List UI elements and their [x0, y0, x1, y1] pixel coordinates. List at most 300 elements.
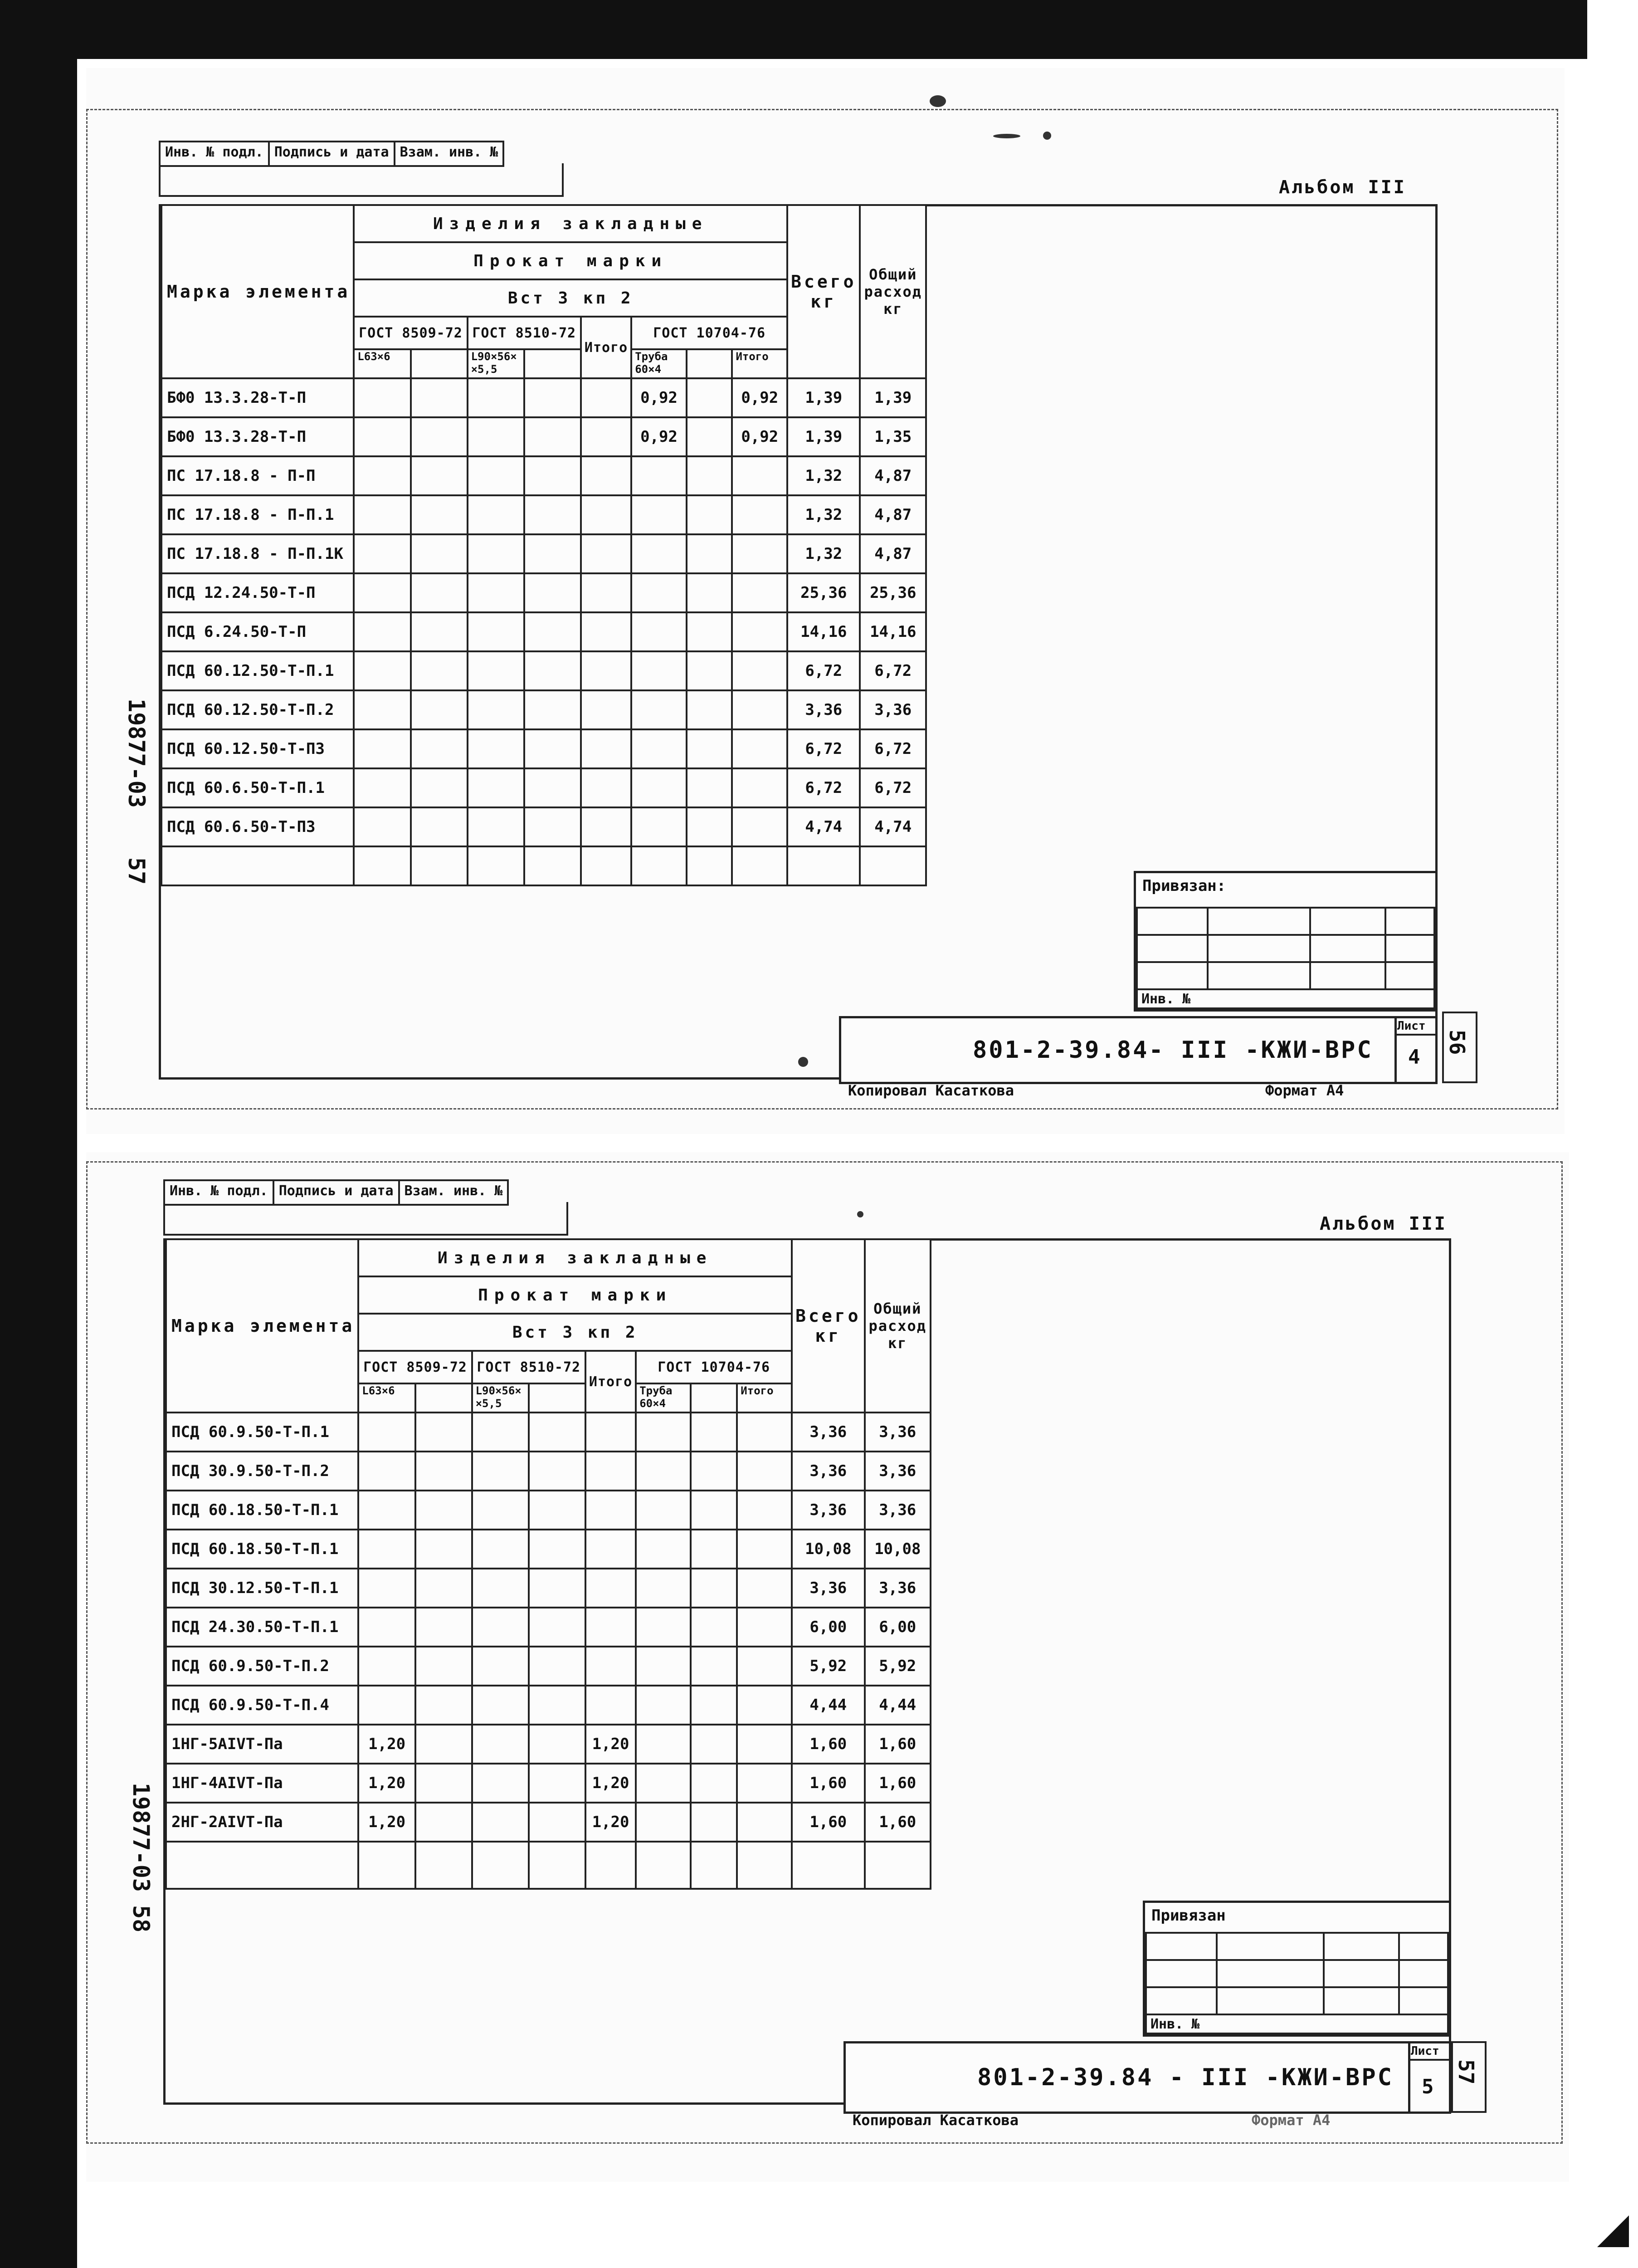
- cell-mark: ПСД 6.24.50-Т-П: [161, 612, 354, 651]
- cell-itogo2: 0,92: [732, 417, 787, 456]
- cell-truba: [631, 807, 687, 846]
- binding-label: Привязан: [1151, 1906, 1226, 1925]
- cell-mark: ПСД 30.9.50-Т-П.2: [166, 1452, 358, 1491]
- table-row: [166, 1491, 931, 1530]
- cell-total: 3,36: [865, 1413, 931, 1452]
- cell-l90: [468, 417, 525, 456]
- cell-l90: [468, 729, 525, 768]
- cell-vsego: 1,39: [787, 378, 860, 417]
- cell-empty: [415, 1608, 472, 1647]
- cell-l63: [358, 1530, 415, 1569]
- cell-mark: БФ0 13.3.28-Т-П: [161, 417, 354, 456]
- scan-corner-mark: [1597, 2215, 1629, 2247]
- cell-empty: [524, 534, 580, 573]
- table-row: [166, 1725, 931, 1764]
- col-vsego: [792, 1239, 864, 1413]
- cell-l90: [468, 651, 525, 690]
- cell-total: 6,72: [860, 651, 926, 690]
- cell-itogo: 1,20: [585, 1764, 636, 1803]
- scan-speck: [798, 1057, 808, 1067]
- cell-truba: [631, 612, 687, 651]
- cell-l90: [468, 456, 525, 495]
- page-number: 56: [1445, 1030, 1469, 1055]
- table-row: [161, 534, 926, 573]
- cell-empty: [524, 417, 580, 456]
- cell-vsego: 1,60: [792, 1764, 864, 1803]
- cell-mark: ПС 17.18.8 - П-П.1: [161, 495, 354, 534]
- cell-vsego: 3,36: [792, 1413, 864, 1452]
- cell-mark: ПСД 60.9.50-Т-П.4: [166, 1686, 358, 1725]
- cell-total: 1,35: [860, 417, 926, 456]
- sheet-label: Лист: [1397, 1019, 1426, 1033]
- header-gost3: ГОСТ 10704-76: [636, 1351, 792, 1383]
- cell-empty: [529, 1413, 585, 1452]
- cell-empty: [691, 1686, 737, 1725]
- cell-itogo2: [732, 807, 787, 846]
- cell-itogo: [581, 690, 631, 729]
- cell-vsego: 6,72: [787, 729, 860, 768]
- cell-truba: 0,92: [631, 378, 687, 417]
- table-row: [161, 651, 926, 690]
- stamp-inv-podl: Инв. № подл.: [165, 1181, 274, 1204]
- cell-empty: [524, 573, 580, 612]
- cell-empty: [415, 1452, 472, 1491]
- cell-mark: ПСД 60.12.50-Т-П.1: [161, 651, 354, 690]
- cell-l90: [468, 378, 525, 417]
- cell-empty: [687, 378, 732, 417]
- sub-l90: L90×56× ×5,5: [468, 349, 525, 378]
- table-row: [166, 1413, 931, 1452]
- table-row: [166, 1569, 931, 1608]
- cell-empty: [415, 1491, 472, 1530]
- header-prokat: Прокат марки: [358, 1276, 792, 1314]
- cell-itogo2: [737, 1647, 792, 1686]
- cell-total: 1,39: [860, 378, 926, 417]
- cell-mark: ПСД 60.6.50-Т-П.1: [161, 768, 354, 807]
- cell-l90: [472, 1803, 529, 1842]
- cell-itogo: [585, 1569, 636, 1608]
- cell-mark: ПСД 60.12.50-Т-П.2: [161, 690, 354, 729]
- cell-itogo: [585, 1452, 636, 1491]
- cell-empty: [529, 1647, 585, 1686]
- cell-mark: ПСД 60.9.50-Т-П.1: [166, 1413, 358, 1452]
- table-row: [161, 690, 926, 729]
- cell-mark: ПСД 60.12.50-Т-П3: [161, 729, 354, 768]
- cell-l63: [354, 651, 411, 690]
- cell-empty: [529, 1608, 585, 1647]
- cell-l63: [358, 1491, 415, 1530]
- cell-l90: [468, 495, 525, 534]
- cell-mark: БФ0 13.3.28-Т-П: [161, 378, 354, 417]
- sub-truba: Труба 60×4: [631, 349, 687, 378]
- cell-truba: [636, 1686, 691, 1725]
- cell-total: 6,72: [860, 729, 926, 768]
- cell-empty: [691, 1491, 737, 1530]
- cell-l63: [358, 1452, 415, 1491]
- cell-empty: [411, 807, 468, 846]
- cell-l90: [468, 690, 525, 729]
- cell-l63: [354, 690, 411, 729]
- cell-empty: [411, 612, 468, 651]
- cell-itogo: [581, 651, 631, 690]
- cell-empty: [524, 378, 580, 417]
- table-row: [166, 1530, 931, 1569]
- side-num: 57: [123, 857, 150, 885]
- cell-empty: [524, 495, 580, 534]
- cell-itogo: [581, 807, 631, 846]
- cell-vsego: 10,08: [792, 1530, 864, 1569]
- doc-code: 801-2-39.84- III -КЖИ-ВРС: [973, 1036, 1373, 1064]
- header-itogo: Итого: [585, 1351, 636, 1413]
- cell-itogo2: [732, 573, 787, 612]
- cell-l90: [472, 1452, 529, 1491]
- cell-total: 1,60: [865, 1764, 931, 1803]
- cell-itogo2: [732, 768, 787, 807]
- drawing-sheet-1: [86, 68, 1565, 1134]
- cell-empty: [411, 495, 468, 534]
- cell-mark: ПСД 24.30.50-Т-П.1: [166, 1608, 358, 1647]
- cell-empty: [687, 612, 732, 651]
- cell-empty: [529, 1569, 585, 1608]
- obshiy-label: Общий расход: [864, 266, 922, 300]
- cell-empty: [411, 690, 468, 729]
- cell-empty: [691, 1413, 737, 1452]
- cell-l63: [358, 1608, 415, 1647]
- cell-mark: ПСД 60.6.50-Т-П3: [161, 807, 354, 846]
- sub-l63: L63×6: [354, 349, 411, 378]
- scan-speck: [857, 1211, 863, 1217]
- binding-block: [1143, 1901, 1451, 2037]
- cell-empty: [411, 378, 468, 417]
- drawing-sheet-2: [86, 1152, 1569, 2182]
- cell-l90: [472, 1647, 529, 1686]
- cell-itogo: [581, 612, 631, 651]
- cell-l63: [354, 612, 411, 651]
- cell-vsego: 1,32: [787, 534, 860, 573]
- header-izdeliya: Изделия закладные: [358, 1239, 792, 1276]
- cell-itogo2: [737, 1803, 792, 1842]
- table-row: [161, 378, 926, 417]
- table-row: [166, 1608, 931, 1647]
- cell-empty: [415, 1803, 472, 1842]
- inv-label: Инв. №: [1137, 989, 1434, 1008]
- cell-empty: [411, 768, 468, 807]
- cell-empty: [529, 1452, 585, 1491]
- title-block: [843, 2041, 1451, 2114]
- cell-l63: [354, 456, 411, 495]
- cell-truba: [636, 1764, 691, 1803]
- cell-l63: [358, 1647, 415, 1686]
- header-gost1: ГОСТ 8509-72: [358, 1351, 472, 1383]
- obshiy-unit: кг: [883, 300, 903, 318]
- vsego-unit: кг: [810, 292, 837, 312]
- album-label: Альбом III: [1279, 177, 1406, 198]
- cell-empty: [691, 1530, 737, 1569]
- cell-total: 4,74: [860, 807, 926, 846]
- cell-itogo: [581, 768, 631, 807]
- cell-total: 10,08: [865, 1530, 931, 1569]
- cell-total: 3,36: [860, 690, 926, 729]
- cell-empty: [524, 729, 580, 768]
- cell-l63: 1,20: [358, 1764, 415, 1803]
- inv-label: Инв. №: [1146, 2014, 1448, 2033]
- table-row: [161, 417, 926, 456]
- cell-truba: [631, 768, 687, 807]
- cell-l90: [472, 1569, 529, 1608]
- cell-itogo2: 0,92: [732, 378, 787, 417]
- cell-empty: [687, 534, 732, 573]
- cell-itogo: 1,20: [585, 1803, 636, 1842]
- col-marka-header: Марка элемента: [166, 1239, 358, 1413]
- header-gost1: ГОСТ 8509-72: [354, 317, 467, 349]
- cell-mark: ПС 17.18.8 - П-П.1К: [161, 534, 354, 573]
- cell-l90: [472, 1413, 529, 1452]
- cell-l90: [468, 534, 525, 573]
- cell-l63: [358, 1686, 415, 1725]
- header-izdeliya: Изделия закладные: [354, 205, 787, 242]
- col-obshiy: [860, 205, 926, 378]
- sub-itogo: Итого: [737, 1383, 792, 1413]
- cell-vsego: 6,72: [787, 651, 860, 690]
- stamp-vzam: Взам. инв. №: [404, 1183, 503, 1199]
- cell-empty: [524, 768, 580, 807]
- cell-vsego: 1,60: [792, 1803, 864, 1842]
- stamp-vzam: Взам. инв. №: [400, 144, 498, 160]
- cell-itogo2: [737, 1686, 792, 1725]
- scan-speck: [993, 134, 1020, 138]
- cell-mark: ПСД 30.12.50-Т-П.1: [166, 1569, 358, 1608]
- binding-label: Привязан:: [1142, 877, 1226, 895]
- cell-itogo: 1,20: [585, 1725, 636, 1764]
- cell-itogo2: [732, 729, 787, 768]
- title-block: [839, 1016, 1438, 1084]
- album-label: Альбом III: [1320, 1213, 1447, 1234]
- cell-empty: [415, 1569, 472, 1608]
- cell-mark: ПСД 60.18.50-Т-П.1: [166, 1530, 358, 1569]
- table-row: [161, 573, 926, 612]
- cell-empty: [524, 612, 580, 651]
- cell-total: 14,16: [860, 612, 926, 651]
- cell-l63: [354, 417, 411, 456]
- cell-l63: [354, 495, 411, 534]
- obshiy-label: Общий расход: [868, 1300, 927, 1334]
- sub-truba: Труба 60×4: [636, 1383, 691, 1413]
- cell-truba: [631, 456, 687, 495]
- cell-itogo2: [737, 1491, 792, 1530]
- cell-empty: [687, 573, 732, 612]
- table-row: [166, 1686, 931, 1725]
- cell-itogo: [585, 1647, 636, 1686]
- cell-vsego: 6,00: [792, 1608, 864, 1647]
- cell-vsego: 1,32: [787, 495, 860, 534]
- cell-empty: [524, 807, 580, 846]
- format-label: Формат А4: [1252, 2112, 1331, 2129]
- cell-l63: 1,20: [358, 1803, 415, 1842]
- cell-itogo2: [732, 534, 787, 573]
- cell-truba: [631, 573, 687, 612]
- cell-vsego: 3,36: [792, 1452, 864, 1491]
- cell-truba: [636, 1452, 691, 1491]
- cell-l63: [358, 1413, 415, 1452]
- vsego-label: Всего: [795, 1306, 861, 1326]
- cell-vsego: 1,32: [787, 456, 860, 495]
- binding-grid: [1145, 1932, 1449, 2034]
- cell-vsego: 3,36: [792, 1569, 864, 1608]
- col-marka-header: Марка элемента: [161, 205, 354, 378]
- cell-itogo: [581, 417, 631, 456]
- approval-stamp-values: [163, 1202, 568, 1236]
- table-row: [166, 1452, 931, 1491]
- cell-itogo2: [737, 1608, 792, 1647]
- cell-truba: [636, 1491, 691, 1530]
- vsego-unit: кг: [815, 1326, 842, 1346]
- cell-empty: [411, 534, 468, 573]
- cell-truba: [636, 1608, 691, 1647]
- cell-empty: [411, 651, 468, 690]
- header-itogo: Итого: [581, 317, 631, 378]
- cell-vsego: 1,60: [792, 1725, 864, 1764]
- header-gost2: ГОСТ 8510-72: [468, 317, 581, 349]
- cell-total: 1,60: [865, 1803, 931, 1842]
- cell-empty: [415, 1686, 472, 1725]
- cell-itogo: [581, 456, 631, 495]
- scan-border-top: [0, 0, 1587, 59]
- cell-vsego: 25,36: [787, 573, 860, 612]
- cell-empty: [691, 1452, 737, 1491]
- cell-empty: [524, 456, 580, 495]
- sheet-number: 5: [1422, 2075, 1434, 2098]
- cell-empty: [529, 1686, 585, 1725]
- cell-vsego: 6,72: [787, 768, 860, 807]
- cell-itogo2: [737, 1725, 792, 1764]
- cell-empty: [687, 807, 732, 846]
- cell-l90: [472, 1530, 529, 1569]
- cell-l90: [468, 807, 525, 846]
- cell-empty: [529, 1491, 585, 1530]
- cell-mark: ПСД 60.9.50-Т-П.2: [166, 1647, 358, 1686]
- cell-empty: [687, 495, 732, 534]
- cell-itogo2: [732, 612, 787, 651]
- cell-l90: [468, 573, 525, 612]
- doc-code: 801-2-39.84 - III -КЖИ-ВРС: [977, 2064, 1394, 2091]
- cell-empty: [415, 1413, 472, 1452]
- scan-speck: [1043, 132, 1051, 140]
- cell-total: 3,36: [865, 1491, 931, 1530]
- cell-truba: [636, 1725, 691, 1764]
- vsego-label: Всего: [791, 272, 857, 292]
- cell-empty: [529, 1803, 585, 1842]
- cell-empty: [687, 456, 732, 495]
- cell-vsego: 14,16: [787, 612, 860, 651]
- cell-total: 5,92: [865, 1647, 931, 1686]
- cell-truba: [631, 651, 687, 690]
- table-row: [161, 807, 926, 846]
- embedded-parts-table: [161, 204, 927, 886]
- cell-total: 4,44: [865, 1686, 931, 1725]
- cell-l90: [472, 1725, 529, 1764]
- cell-mark: ПСД 60.18.50-Т-П.1: [166, 1491, 358, 1530]
- table-row: [161, 456, 926, 495]
- cell-empty: [415, 1530, 472, 1569]
- cell-itogo: [585, 1530, 636, 1569]
- header-prokat: Прокат марки: [354, 242, 787, 279]
- cell-itogo: [581, 495, 631, 534]
- table-row: [166, 1647, 931, 1686]
- table-row: [166, 1764, 931, 1803]
- binding-grid: [1136, 907, 1435, 1009]
- approval-stamp-values: [159, 163, 564, 197]
- header-bet: Вст 3 кп 2: [358, 1314, 792, 1351]
- cell-empty: [687, 417, 732, 456]
- cell-itogo: [581, 378, 631, 417]
- cell-mark: 1НГ-4АIVТ-Па: [166, 1764, 358, 1803]
- cell-empty: [529, 1530, 585, 1569]
- cell-empty: [411, 417, 468, 456]
- sub-l63: L63×6: [358, 1383, 415, 1413]
- sheet-number: 4: [1408, 1046, 1420, 1069]
- sheet-label: Лист: [1411, 2044, 1439, 2058]
- table-row: [161, 768, 926, 807]
- side-code: 19877-03: [128, 1783, 154, 1892]
- cell-itogo: [585, 1686, 636, 1725]
- side-num: 58: [128, 1905, 154, 1933]
- cell-mark: ПСД 12.24.50-Т-П: [161, 573, 354, 612]
- cell-itogo2: [737, 1569, 792, 1608]
- cell-total: 4,87: [860, 495, 926, 534]
- sub-l90: L90×56× ×5,5: [472, 1383, 529, 1413]
- scan-border-left: [0, 0, 77, 2268]
- cell-mark: 1НГ-5АIVТ-Па: [166, 1725, 358, 1764]
- cell-itogo: [585, 1608, 636, 1647]
- cell-l63: [354, 768, 411, 807]
- cell-empty: [691, 1725, 737, 1764]
- cell-empty: [691, 1803, 737, 1842]
- cell-truba: [631, 534, 687, 573]
- cell-l63: [354, 534, 411, 573]
- cell-itogo2: [737, 1764, 792, 1803]
- cell-itogo: [585, 1491, 636, 1530]
- cell-empty: [691, 1608, 737, 1647]
- cell-truba: [631, 495, 687, 534]
- cell-itogo: [581, 729, 631, 768]
- cell-truba: [636, 1647, 691, 1686]
- cell-itogo2: [737, 1452, 792, 1491]
- cell-mark: ПС 17.18.8 - П-П: [161, 456, 354, 495]
- cell-itogo2: [732, 495, 787, 534]
- cell-empty: [415, 1647, 472, 1686]
- cell-itogo: [581, 534, 631, 573]
- cell-l90: [472, 1608, 529, 1647]
- cell-empty: [529, 1764, 585, 1803]
- cell-l90: [472, 1491, 529, 1530]
- cell-empty: [524, 651, 580, 690]
- cell-total: 4,87: [860, 456, 926, 495]
- cell-total: 6,00: [865, 1608, 931, 1647]
- copied-by: Копировал Касаткова: [848, 1082, 1014, 1099]
- cell-empty: [411, 573, 468, 612]
- cell-truba: [636, 1530, 691, 1569]
- cell-empty: [411, 456, 468, 495]
- side-code: 19877-03: [123, 699, 150, 808]
- cell-empty: [691, 1647, 737, 1686]
- cell-total: 4,87: [860, 534, 926, 573]
- cell-itogo: [581, 573, 631, 612]
- table-row: [161, 612, 926, 651]
- obshiy-unit: кг: [887, 1334, 907, 1352]
- table-row: [166, 1803, 931, 1842]
- cell-mark: 2НГ-2АIVТ-Па: [166, 1803, 358, 1842]
- cell-vsego: 1,39: [787, 417, 860, 456]
